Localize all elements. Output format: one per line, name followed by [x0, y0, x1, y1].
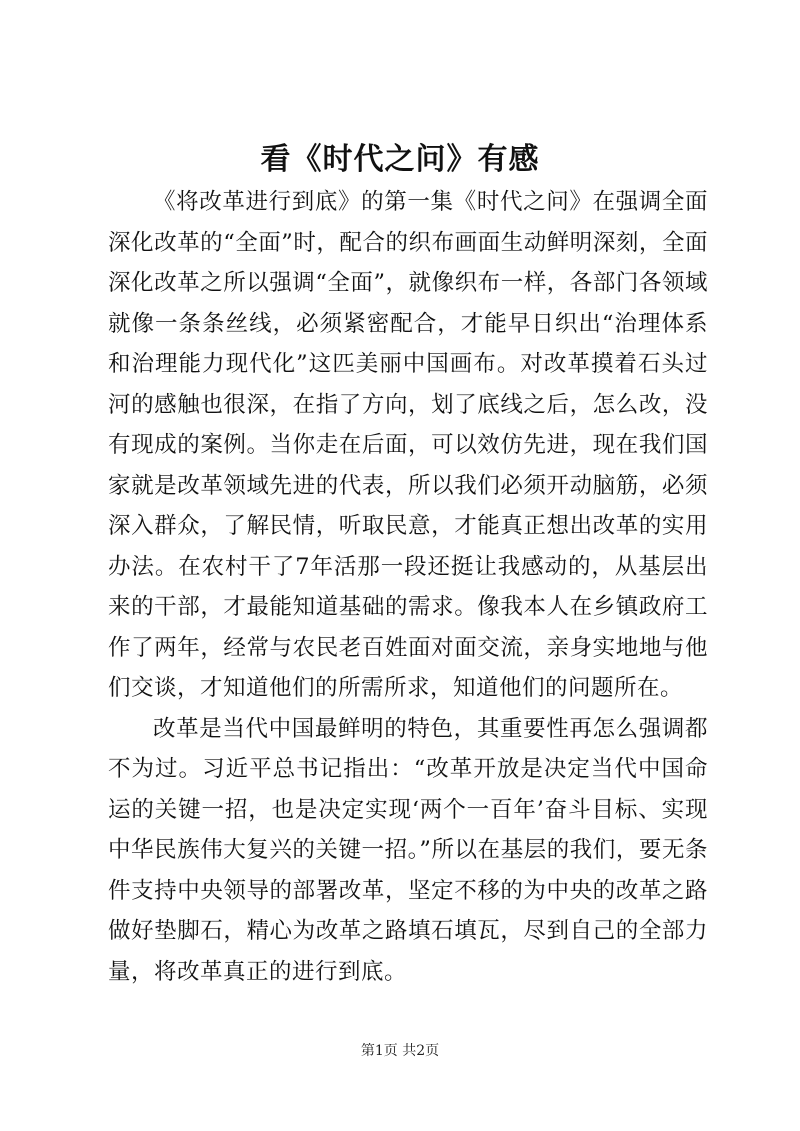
- page-number-footer: 第1页 共2页: [360, 1043, 440, 1059]
- page-title: 看《时代之问》有感: [260, 142, 540, 177]
- paragraph-2: 改革是当代中国最鲜明的特色，其重要性再怎么强调都不为过。习近平总书记指出：“改革开放是决定当代中国命运的关键一招，也是决定实现‘两个一百年’奋斗目标、实现中华民族伟大复兴的关键一招。”所以在基层的我们，要无条件支持中央领导的部署改革，坚定不移的为中央的改革之路做好垫脚石，精心为改革之路填石填瓦，尽到自己的全部力量，将改革真正的进行到底。: [108, 715, 708, 985]
- document-body: [108, 182, 708, 992]
- paragraph-1: 《将改革进行到底》的第一集《时代之问》在强调全面深化改革的“全面”时，配合的织布画面生动鲜明深刻，全面深化改革之所以强调“全面”，就像织布一样，各部门各领域就像一条条丝线，必须紧密配合，才能早日织出“治理体系和治理能力现代化”这匹美丽中国画布。对改革摸着石头过河的感触也很深，在指了方向，划了底线之后，怎么改，没有现成的案例。当你走在后面，可以效仿先进，现在我们国家就是改革领域先进的代表，所以我们必须开动脑筋，必须深入群众，了解民情，听取民意，才能真正想出改革的实用办法。在农村干了7年活那一段还挺让我感动的，从基层出来的干部，才最能知道基础的需求。像我本人在乡镇政府工作了两年，经常与农民老百姓面对面交流，亲身实地地与他们交谈，才知道他们的所需所求，知道他们的问题所在。: [108, 189, 708, 701]
